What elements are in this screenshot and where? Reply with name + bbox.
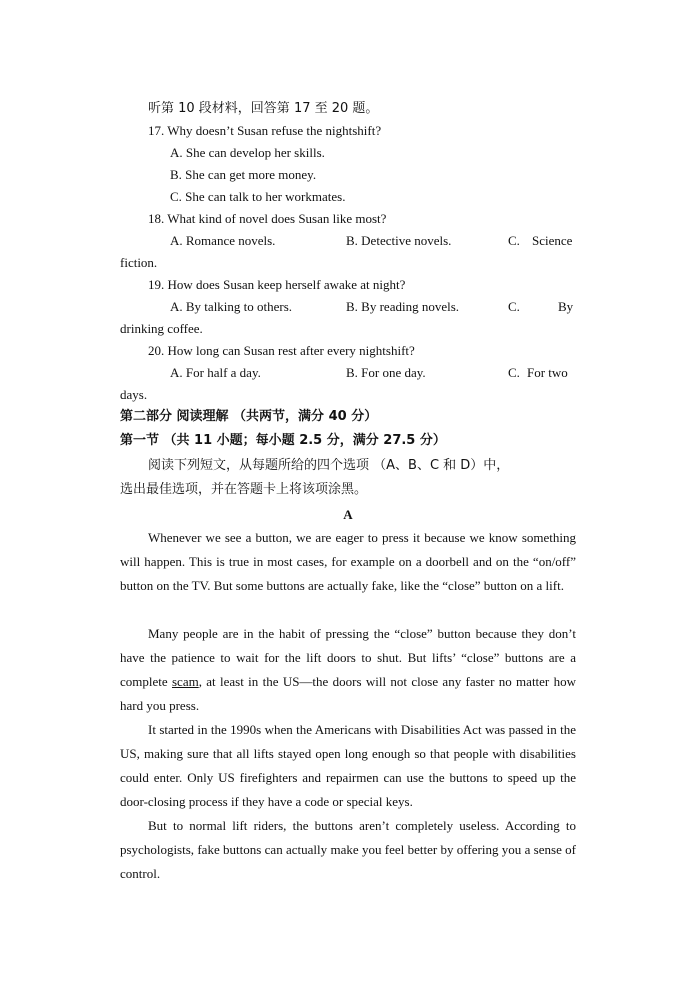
q17-option-b: B. She can get more money. <box>170 167 317 182</box>
passage-paragraph-2 <box>120 622 576 718</box>
passage-paragraph-3 <box>120 718 576 814</box>
q20-option-c-text: For two <box>527 365 568 380</box>
passage-paragraph-4 <box>120 814 576 886</box>
q20-option-c-cont: days. <box>120 387 148 402</box>
question-18: 18. What kind of novel does Susan like most? <box>148 211 387 226</box>
part-two-title: 第二部分 阅读理解 （共两节，满分 40 分） <box>120 409 378 424</box>
scam-word: scam <box>171 674 199 689</box>
q20-option-c-letter: C. <box>508 365 520 380</box>
passage-label: A <box>343 507 353 522</box>
q19-option-a: A. By talking to others. <box>170 299 293 314</box>
paragraph-1-text: Whenever we see a button, we are eager to press it because we know something will happen. This is true in most cases, for example on a doorbell and on the “on/off” button on the TV. But some buttons are actually fake, like the “close” button on a lift. <box>120 530 576 593</box>
listening-instruction: 听第 10 段材料，回答第 17 至 20 题。 <box>148 101 379 116</box>
q20-option-b: B. For one day. <box>346 365 426 380</box>
q20-option-a: A. For half a day. <box>170 365 261 380</box>
reading-instruction-1: 阅读下列短文，从每题所给的四个选项 （A、B、C 和 D）中， <box>148 458 510 473</box>
paragraph-2-text <box>120 622 576 718</box>
q18-option-b: B. Detective novels. <box>346 233 452 248</box>
question-20: 20. How long can Susan rest after every nightshift? <box>148 343 415 358</box>
passage-paragraph-1 <box>120 526 576 598</box>
q18-option-a: A. Romance novels. <box>170 233 276 248</box>
q19-option-c-letter: C. <box>508 299 520 314</box>
reading-instruction-2: 选出最佳选项，并在答题卡上将该项涂黑。 <box>120 482 368 497</box>
q19-option-c-cont: drinking coffee. <box>120 321 203 336</box>
paragraph-4-text: But to normal lift riders, the buttons aren’t completely useless. According to psychologists, fake buttons can actually make you feel better by offering you a sense of control. <box>120 818 576 881</box>
paragraph-3-text: It started in the 1990s when the Americans with Disabilities Act was passed in the US, making sure that all lifts stayed open long enough so that people with disabilities could enter. Only US firefighters and repairmen can use the buttons to speed up the door-closing process if they have a code or special keys. <box>120 722 576 809</box>
q17-option-c: C. She can talk to her workmates. <box>170 189 346 204</box>
question-17: 17. Why doesn’t Susan refuse the nightshift? <box>148 123 382 138</box>
q18-option-c-letter: C. <box>508 233 520 248</box>
q19-option-c-text: By <box>558 299 574 314</box>
question-19: 19. How does Susan keep herself awake at night? <box>148 277 406 292</box>
section-one-title: 第一节 （共 11 小题；每小题 2.5 分，满分 27.5 分） <box>120 433 446 448</box>
q18-option-c-text: Science <box>532 233 573 248</box>
q17-option-a: A. She can develop her skills. <box>170 145 325 160</box>
q19-option-b: B. By reading novels. <box>346 299 460 314</box>
paragraph-2-before: Many people are in the habit of pressing the “close” button because they don’t have the patience to wait for the lift doors to shut. But lifts’ “close” buttons are a complete <box>120 626 576 689</box>
paragraph-2-after: , at least in the US—the doors will not close any faster no matter how hard you press. <box>120 674 576 713</box>
q18-option-c-cont: fiction. <box>120 255 158 270</box>
